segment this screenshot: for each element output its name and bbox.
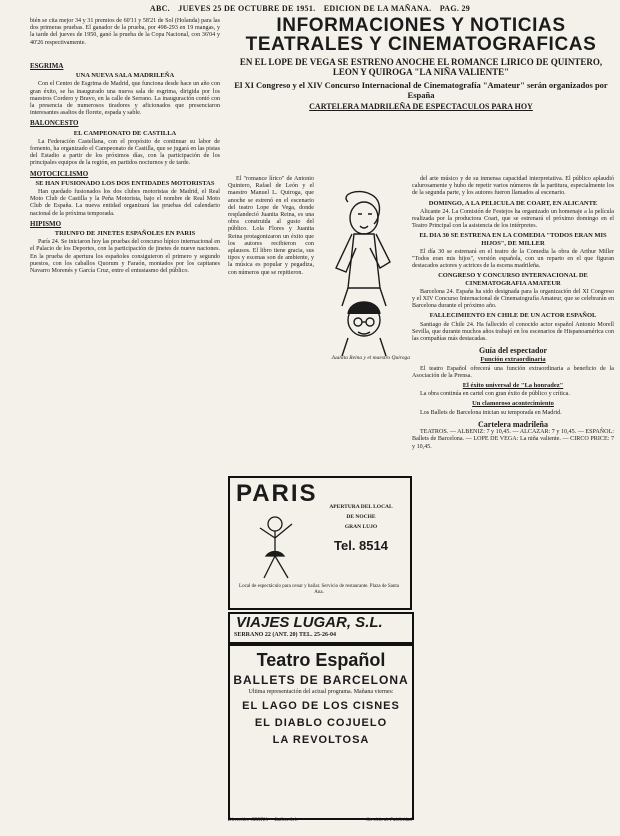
guia-title: Guía del espectador (479, 346, 547, 356)
banner-subhead-2: El XI Congreso y el XIV Concurso Internacional de Cinematografía "Amateur" serán organizados por España (234, 80, 608, 100)
ad-viajes-name: VIAJES LUGAR, S.L. (236, 614, 383, 631)
left-intro: bién se cita mejor 34 y 31 premios de 60'11 y 58'21 de Sol (Holanda) para las dos primeras pruebas. El ganador de la prueba, por 498-293 en 19 mangas, y la tarde del jueves de 1950, ganó la prueba de la Copa Nacional, con 36'04 y 40'26 respectivamente. (30, 18, 220, 46)
ad-paris-title: PARIS (236, 480, 318, 507)
section-name: BALONCESTO (30, 119, 79, 128)
section-text: La Federación Castellana, con el propósito de continuar su labor de fomento, ha organizado el Campeonato de Castilla, que se jugará en las pistas del Estadio a partir de los próximos días, con la participación de los principales equipos de la región, en partidos nocturnos y de tarde. (30, 138, 220, 167)
guia-item-text: Los Ballets de Barcelona inician su temporada en Madrid. (420, 409, 562, 416)
right-subhead: EL DIA 30 SE ESTRENA EN LA COMEDIA "TODOS ERAN MIS HIJOS", DE MILLER (419, 232, 607, 247)
dancer-illustration (240, 512, 310, 582)
mid-column (228, 176, 314, 279)
section-text: Han quedado fusionados los dos clubes motoristas de Madrid, el Real Moto Club de Castilla y la Peña Motorista, bajo el nombre de Real Moto Club de España. La nueva entidad organizará las pruebas del calendario nacional de la próxima temporada. (30, 189, 220, 217)
ad-paris-line1: APERTURA DEL LOCAL (329, 504, 393, 510)
ad-teatro-footer (228, 818, 412, 823)
ad-paris-footer: Local de espectáculo para cenar y bailar. Servicio de restaurante. Plaza de Santa Ana. (239, 584, 399, 595)
left-column (30, 60, 220, 277)
right-subhead: CONGRESO Y CONCURSO INTERNACIONAL DE CINEMATOGRAFIA AMATEUR (438, 272, 588, 287)
section-text: París 24. Se iniciaron hoy las pruebas del concurso hípico internacional en el Palacio de los Deportes, con la participación de jinetes de nueve naciones. En la prueba de apertura los españoles consiguieron el primero y segundo puestos, con los caballos Quorum y Faraón, montados por los capitanes Navarro Morenés y García Cruz, entre el entusiasmo del público. (30, 239, 220, 275)
right-subhead: DOMINGO, A LA PELICULA DE COART, EN ALICANTE (428, 199, 598, 207)
running-head-year: ABC. (149, 4, 170, 13)
guia-item-head: Un clamoroso acontecimiento (472, 400, 554, 408)
section-text: Con el Centro de Esgrima de Madrid, que funciona desde hace un año con gran éxito, se ha inaugurado una nueva sala de esgrima, dirigida por los maestros Cordero y Bravo, en la calle de Serrano. La inauguración contó con la presencia de numerosos tiradores y aficionados que presenciaron interesantes asaltos de florete, espada y sable. (30, 81, 220, 117)
guia-item-text: La obra continúa en cartel con gran éxito de público y crítica. (420, 391, 570, 398)
ad-teatro-footer-left: Dirección: CERTIA — Ballets S.A. (228, 818, 298, 823)
section-name: ESGRIMA (30, 62, 64, 70)
ad-paris-line2: DE NOCHE (346, 514, 376, 520)
running-head-date: JUEVES 25 DE OCTUBRE DE 1951. (178, 4, 316, 13)
guia-item-text: El teatro Español ofrecerá una función extraordinaria a beneficio de la Asociación de la Prensa. (412, 365, 614, 379)
section-headline: EL CAMPEONATO DE CASTILLA (73, 129, 177, 137)
banner-subhead-1: EN EL LOPE DE VEGA SE ESTRENO ANOCHE EL ROMANCE LIRICO DE QUINTERO, LEON Y QUIROGA "LA NIÑA VALIENTE" (239, 57, 603, 77)
caricature-illustration (318, 188, 410, 358)
banner (228, 16, 614, 111)
ad-paris-tel: Tel. 8514 (334, 538, 388, 553)
section-headline: UNA NUEVA SALA MADRILEÑA (75, 72, 175, 80)
ad-teatro-piece: LA REVOLTOSA (272, 734, 370, 746)
mid-text: El "romance lírico" de Antonio Quintero, Rafael de León y el maestro Manuel L. Quiroga, que anoche se estrenó en el escenario del teatro Lope de Vega, donde resplandeció Juanita Reina, es una obra construida al gusto del público. Lola Flores y Juanita Reina protagonizaron un éxito que los autores recibieron con aplausos. El libro tiene gracia, sus tipos y escenas son de ambiente, y la música es popular y pegadiza, con números que se repitieron. (228, 176, 314, 276)
ad-teatro-espanol (228, 644, 414, 820)
section-headline: TRIUNFO DE JINETES ESPAÑOLES EN PARIS (54, 230, 196, 238)
section-name: HIPISMO (30, 219, 62, 228)
right-column (412, 176, 614, 453)
right-subhead-text: Santiago de Chile 24. Ha fallecido el conocido actor español Antonio Morell Sevilla, que durante muchos años trabajó en los escenarios de Hispanoamérica con las compañías más destacadas. (412, 321, 614, 343)
caricature-caption: Juanita Reina y el maestro Quiroga (331, 355, 410, 361)
running-head (0, 4, 620, 13)
right-subhead: FALLECIMIENTO EN CHILE DE UN ACTOR ESPAÑOL (429, 312, 597, 320)
ad-paris (228, 476, 412, 610)
ad-teatro-title: Teatro Español (256, 650, 386, 670)
section-name: MOTOCICLISMO (30, 169, 89, 178)
guia-item-head: Función extraordinaria (480, 356, 546, 364)
banner-title-1: INFORMACIONES Y NOTICIAS (276, 15, 566, 36)
cartelera-title: Cartelera madrileña (478, 419, 548, 429)
banner-title-2: TEATRALES Y CINEMATOGRAFICAS (245, 34, 597, 55)
banner-subhead-3: CARTELERA MADRILEÑA DE ESPECTACULOS PARA HOY (309, 102, 533, 111)
guia-item-head: El éxito universal de "La honradez" (462, 382, 564, 390)
ad-teatro-footer-right: Servicio de Publicidad (366, 818, 412, 823)
running-head-page: PAG. 29 (439, 4, 471, 13)
right-subhead-text: El día 30 se estrenará en el teatro de la Comedia la obra de Arthur Miller "Todos eran mis hijos", versión española, con un reparto en el que figuran destacados actores y actrices de la escena madrileña. (412, 248, 614, 270)
section-headline: SE HAN FUSIONADO LOS DOS ENTIDADES MOTORISTAS (35, 179, 215, 187)
ad-teatro-piece: EL LAGO DE LOS CISNES (242, 700, 400, 712)
ad-paris-line3: GRAN LUJO (344, 524, 378, 530)
ad-teatro-note: Ultima representación del actual programa. Mañana viernes: (248, 689, 394, 695)
running-head-edition: EDICION DE LA MAÑANA. (323, 4, 432, 13)
ad-viajes (228, 612, 414, 644)
right-intro: del arte músico y de su inmensa capacidad interpretativa. El público aplaudió calurosamente y hubo de repetir varios números de la partitura, especialmente los de la segunda parte, y los autores fueron llamados al escenario. (412, 176, 614, 197)
right-subhead-text: Barcelona 24. España ha sido designada para la organización del XI Congreso y el XIV Concurso Internacional de Cinematografía Amateur, que se celebrarán en Barcelona durante el próximo año. (412, 288, 614, 310)
ad-teatro-company: BALLETS DE BARCELONA (233, 673, 409, 687)
cartelera-text: TEATROS. — ALBENIZ: 7 y 10,45. — ALCAZAR: 7 y 10,45. — ESPAÑOL: Ballets de Barcelona. — LOPE DE VEGA: La niña valiente. — CIRCO PRICE: 7 y 10,45. (412, 429, 614, 450)
right-subhead-text: Alicante 24. La Comisión de Festejos ha organizado un homenaje a la película realizada por la productora Coart, que se estrenará el próximo domingo en el Teatro Principal con la asistencia de los intérpretes. (412, 208, 614, 230)
ad-viajes-address: SERRANO 22 (ANT. 20) TEL. 25-26-04 (234, 632, 336, 638)
ad-teatro-piece: EL DIABLO COJUELO (254, 717, 388, 729)
